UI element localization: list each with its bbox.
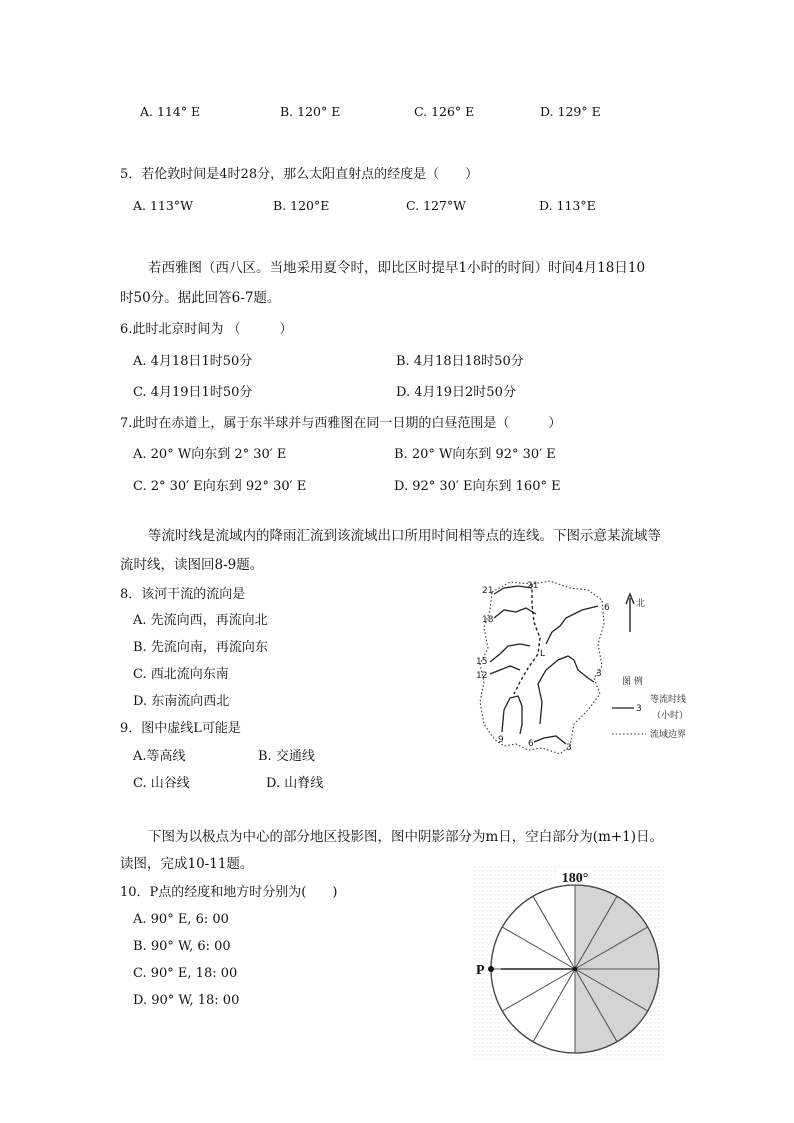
basin-boundary (480, 581, 604, 754)
dashed-line-l (514, 584, 540, 694)
north-label: 北 (636, 599, 646, 609)
pole-point (573, 967, 578, 972)
isochrone-9 (502, 696, 522, 734)
q9-option-b: B. 交通线 (258, 749, 315, 764)
q6-option-b: B. 4月18日18时50分 (396, 354, 524, 369)
q7-option-a: A. 20° W向东到 2° 30′ E (133, 447, 287, 462)
q5-option-d: D. 113°E (539, 198, 596, 213)
contour-label-6-lower: 6 (528, 739, 534, 749)
q5-option-b: B. 120°E (273, 198, 330, 213)
q7-stem: 7.此时在赤道上，属于东半球并与西雅图在同一日期的白昼范围是（ ） (120, 416, 562, 431)
q8-option-c: C. 西北流向东南 (133, 667, 229, 682)
q10-stem: 10．P点的经度和地方时分别为( ) (120, 885, 338, 900)
q8-option-d: D. 东南流向西北 (133, 694, 230, 709)
intro-6-7-line2: 时50分。据此回答6-7题。 (120, 290, 281, 306)
q10-option-c: C. 90° E, 18: 00 (133, 966, 238, 981)
isochrone-6-upper (546, 606, 598, 644)
contour-label-6-upper: 6 (604, 603, 610, 613)
legend-contour-label: 等流时线 (650, 695, 687, 705)
legend-contour-unit: （小时） (652, 711, 689, 721)
q4-option-c: C. 126° E (414, 104, 475, 119)
intro-6-7-line1: 若西雅图（西八区。当地采用夏令时，即比区时提早1小时的时间）时间4月18日10 (148, 260, 646, 276)
q9-option-a: A.等高线 (133, 749, 186, 764)
contour-label-3a: 3 (566, 743, 572, 753)
q7-option-c: C. 2° 30′ E向东到 92° 30′ E (133, 479, 307, 494)
contour-label-18: 18 (482, 615, 494, 625)
legend-title: 图 例 (622, 677, 643, 687)
contour-label-21a: 21 (482, 586, 494, 596)
isochrone-12 (490, 666, 520, 674)
q7-option-b: B. 20° W向东到 92° 30′ E (394, 447, 556, 462)
q5-option-a: A. 113°W (133, 198, 193, 213)
q7-option-d: D. 92° 30′ E向东到 160° E (394, 479, 561, 494)
q9-option-c: C. 山谷线 (133, 776, 190, 791)
q9-stem: 9．图中虚线L可能是 (120, 721, 241, 736)
contour-label-21b: 21 (527, 581, 539, 591)
q8-stem: 8．该河干流的流向是 (120, 587, 246, 602)
contour-label-9: 9 (498, 735, 504, 745)
legend-boundary-label: 流域边界 (650, 730, 687, 740)
q4-option-b: B. 120° E (280, 104, 341, 119)
q10-option-a: A. 90° E, 6: 00 (133, 912, 229, 927)
intro-8-9-line1: 等流时线是流域内的降雨汇流到该流域出口所用时间相等点的连线。下图示意某流域等 (148, 528, 661, 544)
intro-10-11-line1: 下图为以极点为中心的部分地区投影图，图中阴影部分为m日，空白部分为(m+1)日。 (148, 829, 664, 845)
isochrone-3 (534, 736, 566, 744)
q4-option-d: D. 129° E (540, 104, 601, 119)
q8-option-a: A. 先流向西，再流向北 (133, 613, 268, 628)
q6-option-d: D. 4月19日2时50分 (396, 385, 516, 400)
isochrone-18 (494, 608, 536, 618)
intro-8-9-line2: 流时线，读图回8-9题。 (120, 557, 264, 573)
q6-stem: 6.此时北京时间为 （ ） (120, 322, 293, 337)
q6-option-a: A. 4月18日1时50分 (133, 354, 253, 369)
q10-option-b: B. 90° W, 6: 00 (133, 939, 231, 954)
line-l-label: L (540, 649, 546, 659)
contour-label-12: 12 (476, 671, 488, 681)
p-label: P (476, 963, 485, 978)
q4-option-a: A. 114° E (140, 104, 201, 119)
legend-contour-num: 3 (636, 704, 642, 714)
q5-option-c: C. 127°W (406, 198, 467, 213)
q8-option-b: B. 先流向南，再流向东 (133, 640, 268, 655)
contour-label-15: 15 (476, 657, 488, 667)
isochrone-6-right (538, 656, 594, 724)
meridian-180-label: 180° (561, 871, 589, 886)
isochrone-15 (490, 644, 530, 662)
contour-label-3b: 3 (596, 669, 602, 679)
polar-projection-map (474, 866, 664, 1062)
p-point-marker (488, 966, 494, 972)
q5-stem: 5．若伦敦时间是4时28分，那么太阳直射点的经度是（ ） (120, 167, 479, 182)
q10-option-d: D. 90° W, 18: 00 (133, 993, 240, 1008)
q6-option-c: C. 4月19日1时50分 (133, 385, 253, 400)
watershed-isochrone-map (470, 574, 700, 764)
intro-10-11-line2: 读图，完成10-11题。 (120, 856, 254, 872)
q9-option-d: D. 山脊线 (266, 776, 324, 791)
